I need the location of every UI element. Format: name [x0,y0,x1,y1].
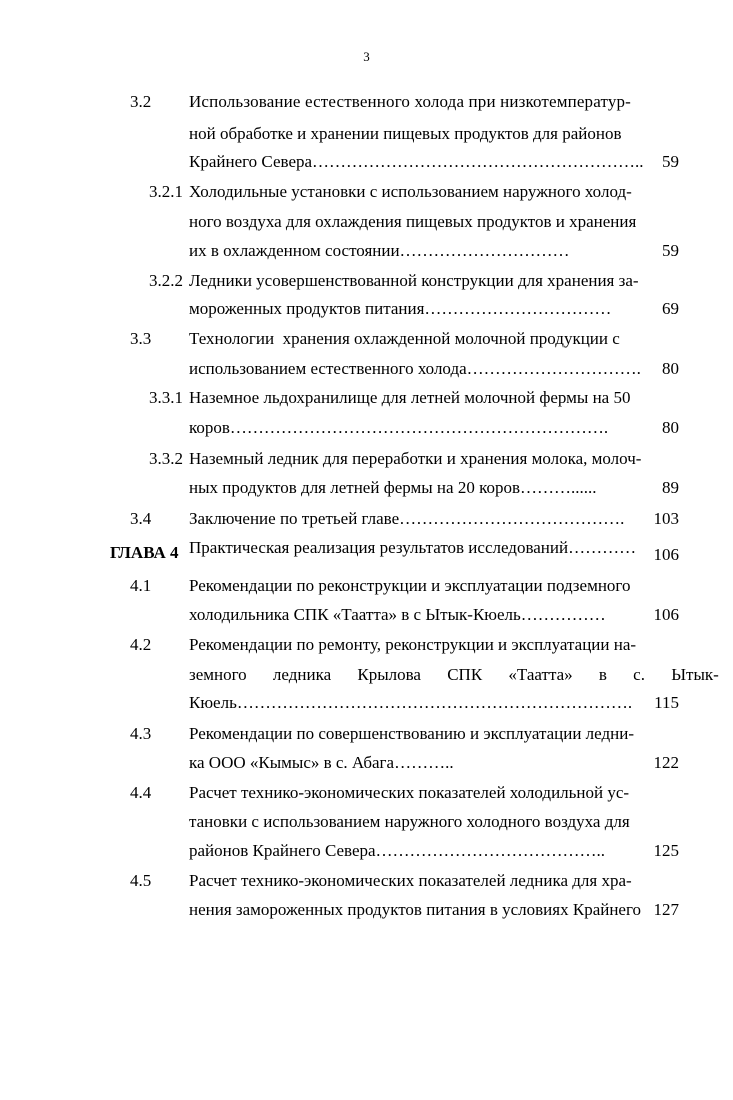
toc-entry-line: Холодильные установки с использованием наружного холод- [189,182,632,201]
toc-entry-line: Расчет технико-экономических показателей ледника для хра- [189,871,632,890]
toc-entry-line: Ледники усовершенствованной конструкции для хранения за- [189,271,639,290]
toc-entry-number: 4.5 [130,871,152,890]
toc-entry-page: 127 [653,900,679,919]
toc-entry-page: 89 [662,478,679,497]
toc-entry-page: 122 [653,753,679,772]
toc-entry-number: 4.2 [130,635,152,654]
toc-entry-line: коров…………………………………………………………. [189,418,609,437]
toc-entry-number: 3.3 [130,329,152,348]
toc-entry-number: 4.4 [130,783,152,802]
toc-entry-line: Наземный ледник для переработки и хранения молока, молоч- [189,449,642,468]
toc-entry-line: тановки с использованием наружного холодного воздуха для [189,812,630,831]
toc-entry-page: 115 [654,693,679,712]
toc-entry-line: земного ледника Крылова СПК «Таатта» в с. Ытык- [189,665,719,684]
toc-entry-number: 3.3.1 [149,388,183,407]
toc-entry-line: их в охлажденном состоянии………………………… [189,241,570,260]
toc-entry-line: Практическая реализация результатов исследований………… [189,538,637,557]
toc-entry-page: 106 [653,605,679,624]
toc-entry-page: 80 [662,359,679,378]
toc-entry-line: Расчет технико-экономических показателей холодильной ус- [189,783,630,802]
toc-entry-line: Технологии хранения охлажденной молочной продукции с [189,329,620,348]
toc-entry-number: 3.4 [130,509,152,528]
toc-entry-line: нения замороженных продуктов питания в условиях Крайнего [189,900,642,919]
toc-entry-line: Рекомендации по реконструкции и эксплуатации подземного [189,576,631,595]
toc-entry-line: ной обработке и хранении пищевых продуктов для районов [189,124,622,143]
toc-chapter-number: ГЛАВА 4 [110,543,179,562]
toc-entry-line: ка ООО «Кымыс» в с. Абага……….. [189,753,454,772]
toc-entry-page: 69 [662,299,679,318]
toc-entry-line: Крайнего Севера………………………………………………….. [189,152,644,171]
toc-entry-page: 59 [662,152,679,171]
toc-entry-line: Заключение по третьей главе…………………………………. [189,509,625,528]
toc-entry-line: Наземное льдохранилище для летней молочной фермы на 50 [189,388,631,407]
toc-entry-number: 3.2.2 [149,271,183,290]
toc-entry-page: 106 [653,545,679,564]
toc-entry-page: 103 [653,509,679,528]
toc-entry-line: Кюель……………………………………………………………. [189,693,633,712]
toc-entry-number: 3.2.1 [149,182,183,201]
toc-entry-line: Рекомендации по совершенствованию и эксплуатации ледни- [189,724,634,743]
toc-entry-number: 3.3.2 [149,449,183,468]
toc-entry-page: 125 [653,841,679,860]
toc-entry-line: мороженных продуктов питания…………………………… [189,299,612,318]
toc-entry-line: холодильника СПК «Таатта» в с Ытык-Кюель…………… [189,605,606,624]
page-number: 3 [363,49,370,64]
toc-entry-line: ного воздуха для охлаждения пищевых продуктов и хранения [189,212,637,231]
toc-entry-line: районов Крайнего Севера………………………………….. [189,841,606,860]
toc-entry-line: использованием естественного холода…………………………. [189,359,641,378]
toc-entry-page: 59 [662,241,679,260]
toc-entry-number: 3.2 [130,92,152,111]
toc-entry-number: 4.1 [130,576,152,595]
toc-entry-number: 4.3 [130,724,152,743]
toc-entry-page: 80 [662,418,679,437]
toc-entry-line: ных продуктов для летней фермы на 20 коров………...... [189,478,597,497]
toc-entry-line: Рекомендации по ремонту, реконструкции и эксплуатации на- [189,635,637,654]
toc-entry-line: Использование естественного холода при низкотемператур- [189,92,631,111]
